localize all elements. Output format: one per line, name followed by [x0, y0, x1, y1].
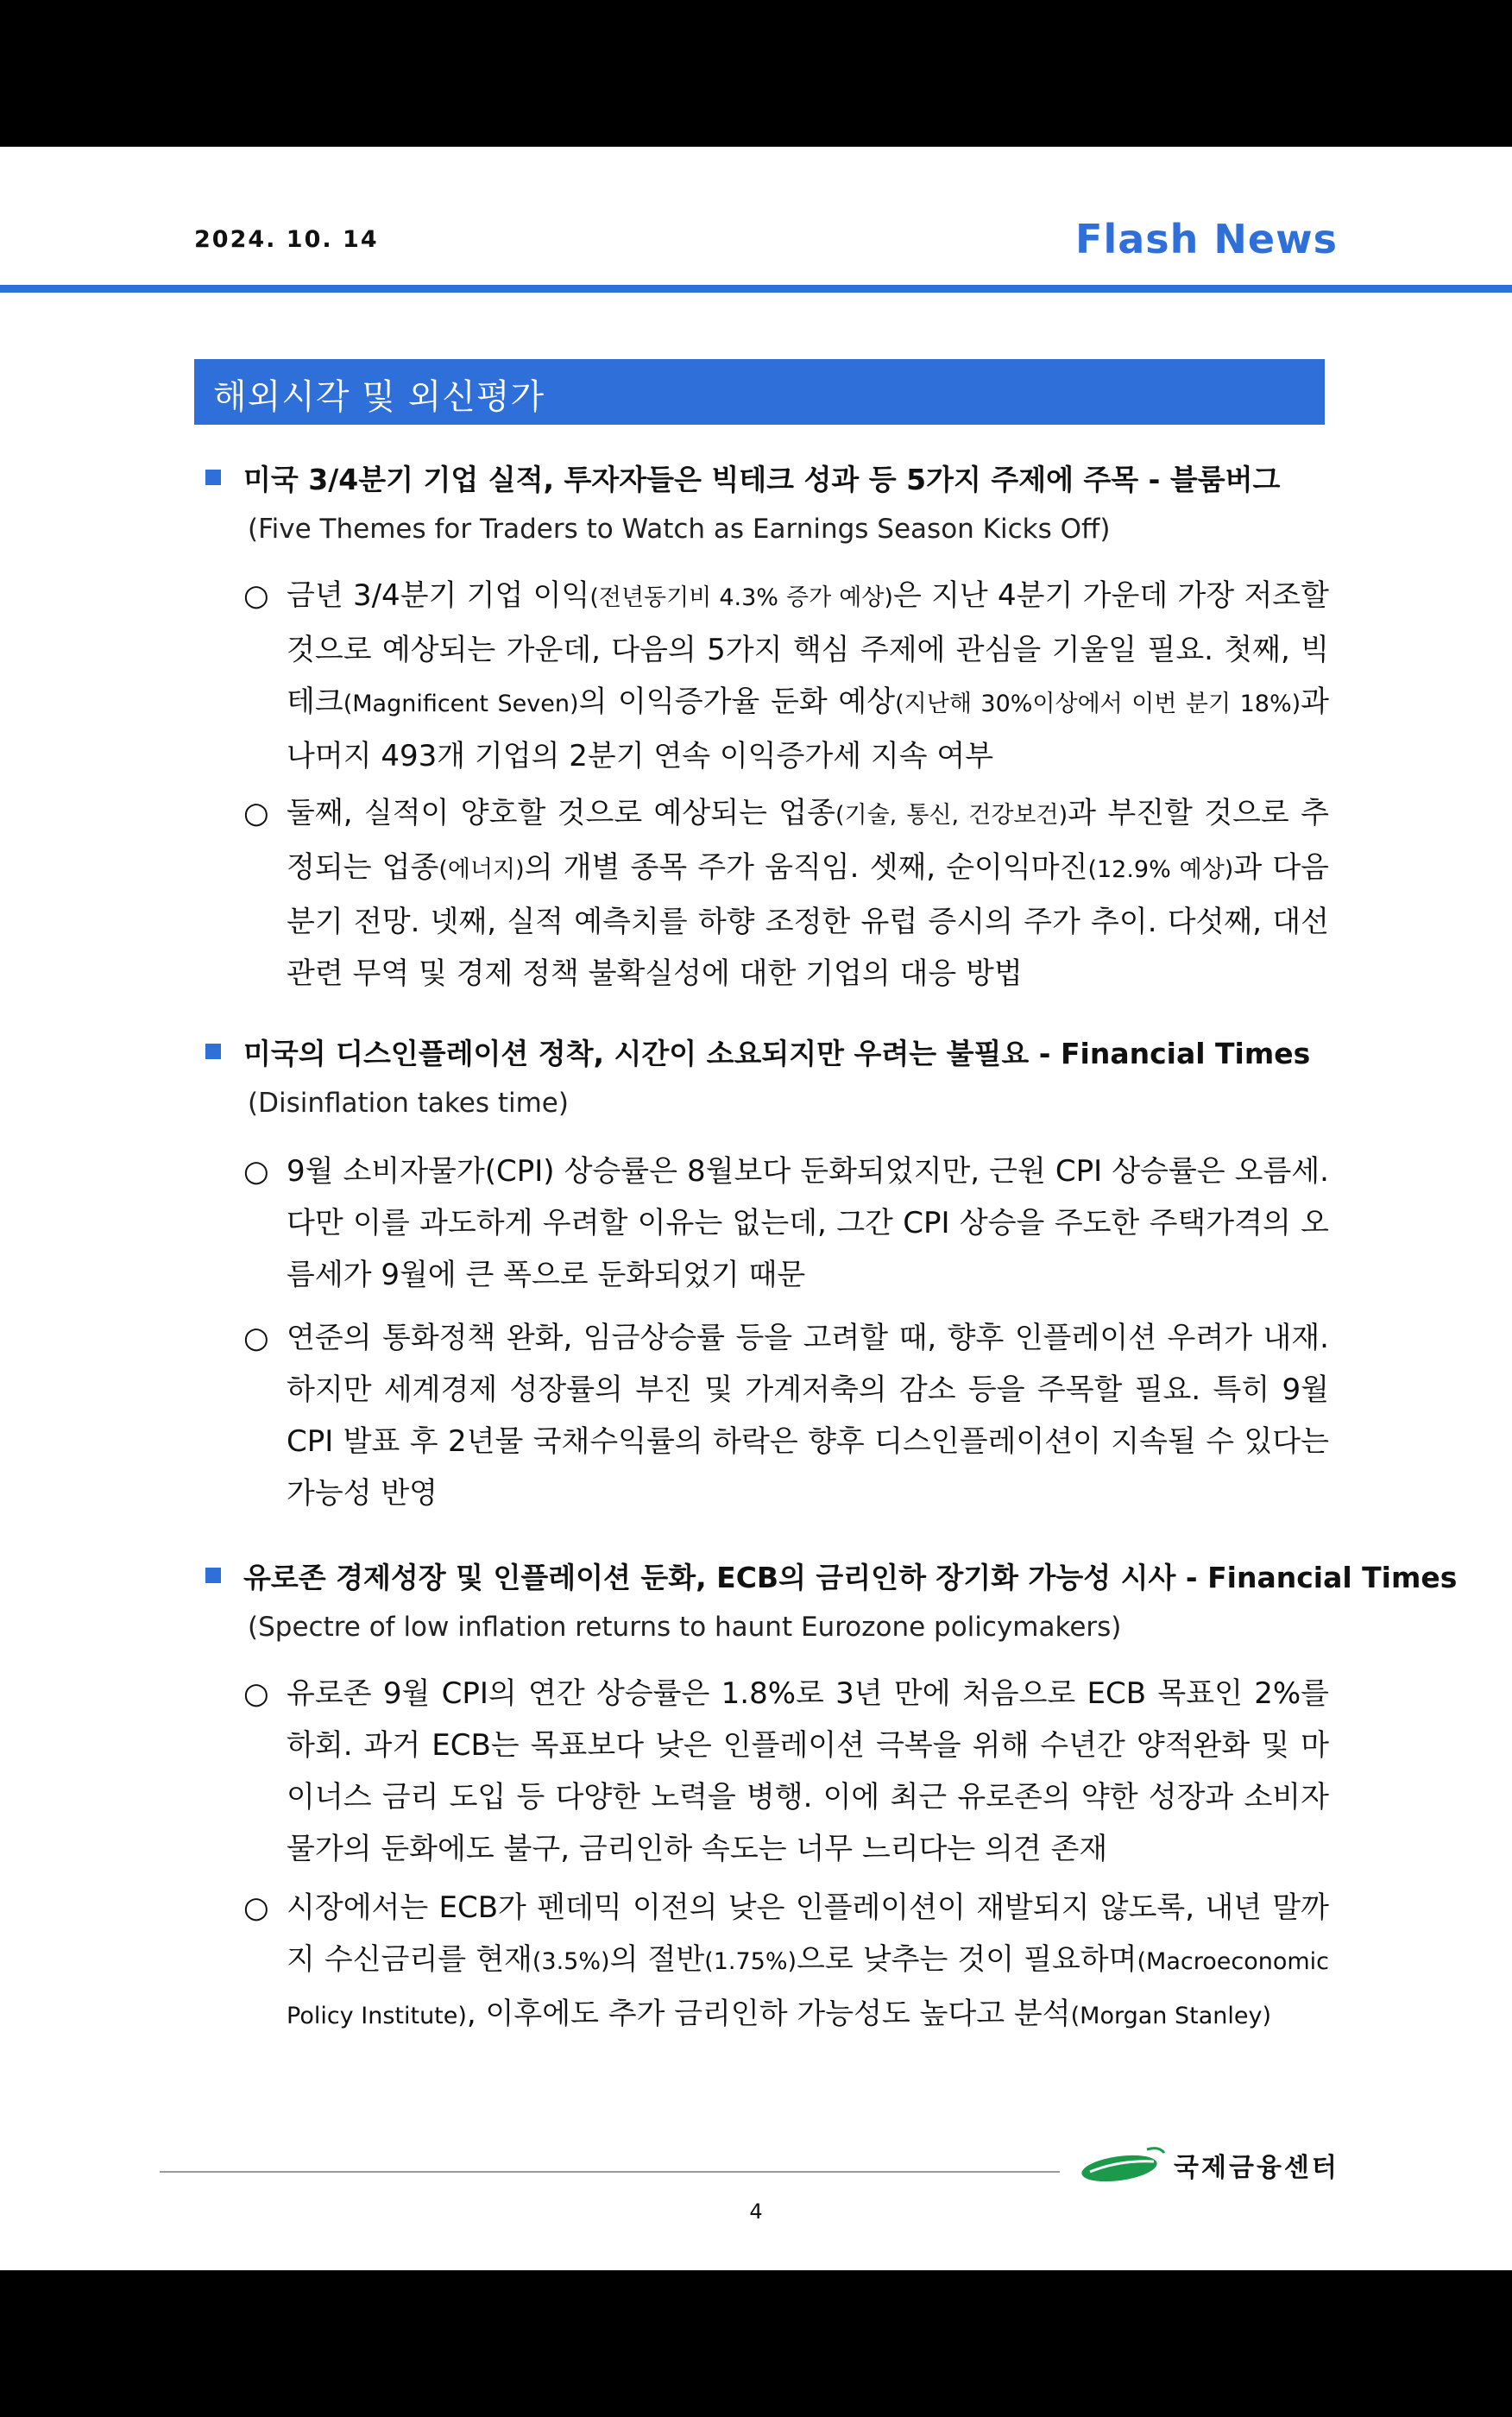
circle-bullet-icon: ○	[243, 796, 269, 830]
article-2-headline: 미국의 디스인플레이션 정착, 시간이 소요되지만 우려는 불필요 - Financial Times	[205, 1032, 1327, 1072]
article-2-subtitle: (Disinflation takes time)	[248, 1088, 569, 1119]
article-2-bullet-1: ○ 9월 소비자물가(CPI) 상승률은 8월보다 둔화되었지만, 근원 CPI 상승률은 오름세. 다만 이를 과도하게 우려할 이유는 없는데, 그간 CPI 상승을 주도한 주택가격의 오름세가 9월에 큰 폭으로 둔화되었기 때문	[243, 1145, 1329, 1301]
circle-bullet-icon: ○	[243, 1154, 269, 1189]
article-1-subtitle: (Five Themes for Traders to Watch as Earnings Season Kicks Off)	[248, 514, 1111, 545]
article-1-bullet-2: ○ 둘째, 실적이 양호할 것으로 예상되는 업종(기술, 통신, 건강보건)과 부진할 것으로 추정되는 업종(에너지)의 개별 종목 주가 움직임. 셋째, 순이익마진(12.9% 예상)과 다음 분기 전망. 넷째, 실적 예측치를 하향 조정한 유럽 증시의 주가 추이. 다섯째, 대선 관련 무역 및 경제 정책 불확실성에 대한 기업의 대응 방법	[243, 787, 1329, 1000]
square-bullet-icon	[205, 1044, 221, 1059]
article-3-bullet-1: ○ 유로존 9월 CPI의 연간 상승률은 1.8%로 3년 만에 처음으로 ECB 목표인 2%를 하회. 과거 ECB는 목표보다 낮은 인플레이션 극복을 위해 수년간 양적완화 및 마이너스 금리 도입 등 다양한 노력을 병행. 이에 최근 유로존의 약한 성장과 소비자물가의 둔화에도 불구, 금리인하 속도는 너무 느리다는 의견 존재	[243, 1668, 1329, 1875]
circle-bullet-icon: ○	[243, 1890, 269, 1925]
document-page	[0, 147, 1512, 2270]
page-number: 4	[749, 2199, 763, 2224]
section-title-bar	[194, 359, 1325, 425]
article-3-headline: 유로존 경제성장 및 인플레이션 둔화, ECB의 금리인하 장기화 가능성 시사 - Financial Times	[205, 1556, 1327, 1596]
circle-bullet-icon: ○	[243, 578, 269, 613]
header-date: 2024. 10. 14	[194, 226, 379, 253]
kcif-logo-icon	[1074, 2142, 1178, 2186]
article-2-bullet-2: ○ 연준의 통화정책 완화, 임금상승률 등을 고려할 때, 향후 인플레이션 우려가 내재. 하지만 세계경제 성장률의 부진 및 가계저축의 감소 등을 주목할 필요. 특히 9월 CPI 발표 후 2년물 국채수익률의 하락은 향후 디스인플레이션이 지속될 수 있다는 가능성 반영	[243, 1312, 1329, 1519]
article-3-bullet-2: ○ 시장에서는 ECB가 펜데믹 이전의 낮은 인플레이션이 재발되지 않도록, 내년 말까지 수신금리를 현재(3.5%)의 절반(1.75%)으로 낮추는 것이 필요하며(Macroeconomic Policy Institute), 이후에도 추가 금리인하 가능성도 높다고 분석(Morgan Stanley)	[243, 1882, 1329, 2042]
square-bullet-icon	[205, 1568, 221, 1583]
square-bullet-icon	[205, 470, 221, 485]
article-1-bullet-1: ○ 금년 3/4분기 기업 이익(전년동기비 4.3% 증가 예상)은 지난 4분기 가운데 가장 저조할 것으로 예상되는 가운데, 다음의 5가지 핵심 주제에 관심을 기울일 필요. 첫째, 빅테크(Magnificent Seven)의 이익증가율 둔화 예상(지난해 30%이상에서 이번 분기 18%)과 나머지 493개 기업의 2분기 연속 이익증가세 지속 여부	[243, 570, 1329, 782]
article-3-subtitle: (Spectre of low inflation returns to haunt Eurozone policymakers)	[248, 1612, 1122, 1643]
header-rule	[0, 285, 1512, 293]
article-1-headline: 미국 3/4분기 기업 실적, 투자자들은 빅테크 성과 등 5가지 주제에 주목 - 블룸버그	[205, 458, 1327, 498]
footer-rule	[160, 2171, 1060, 2173]
circle-bullet-icon: ○	[243, 1321, 269, 1355]
circle-bullet-icon: ○	[243, 1676, 269, 1711]
section-title: 해외시각 및 외신평가	[213, 377, 545, 417]
footer-org-name: 국제금융센터	[1174, 2153, 1339, 2183]
header-brand: Flash News	[1075, 216, 1338, 262]
